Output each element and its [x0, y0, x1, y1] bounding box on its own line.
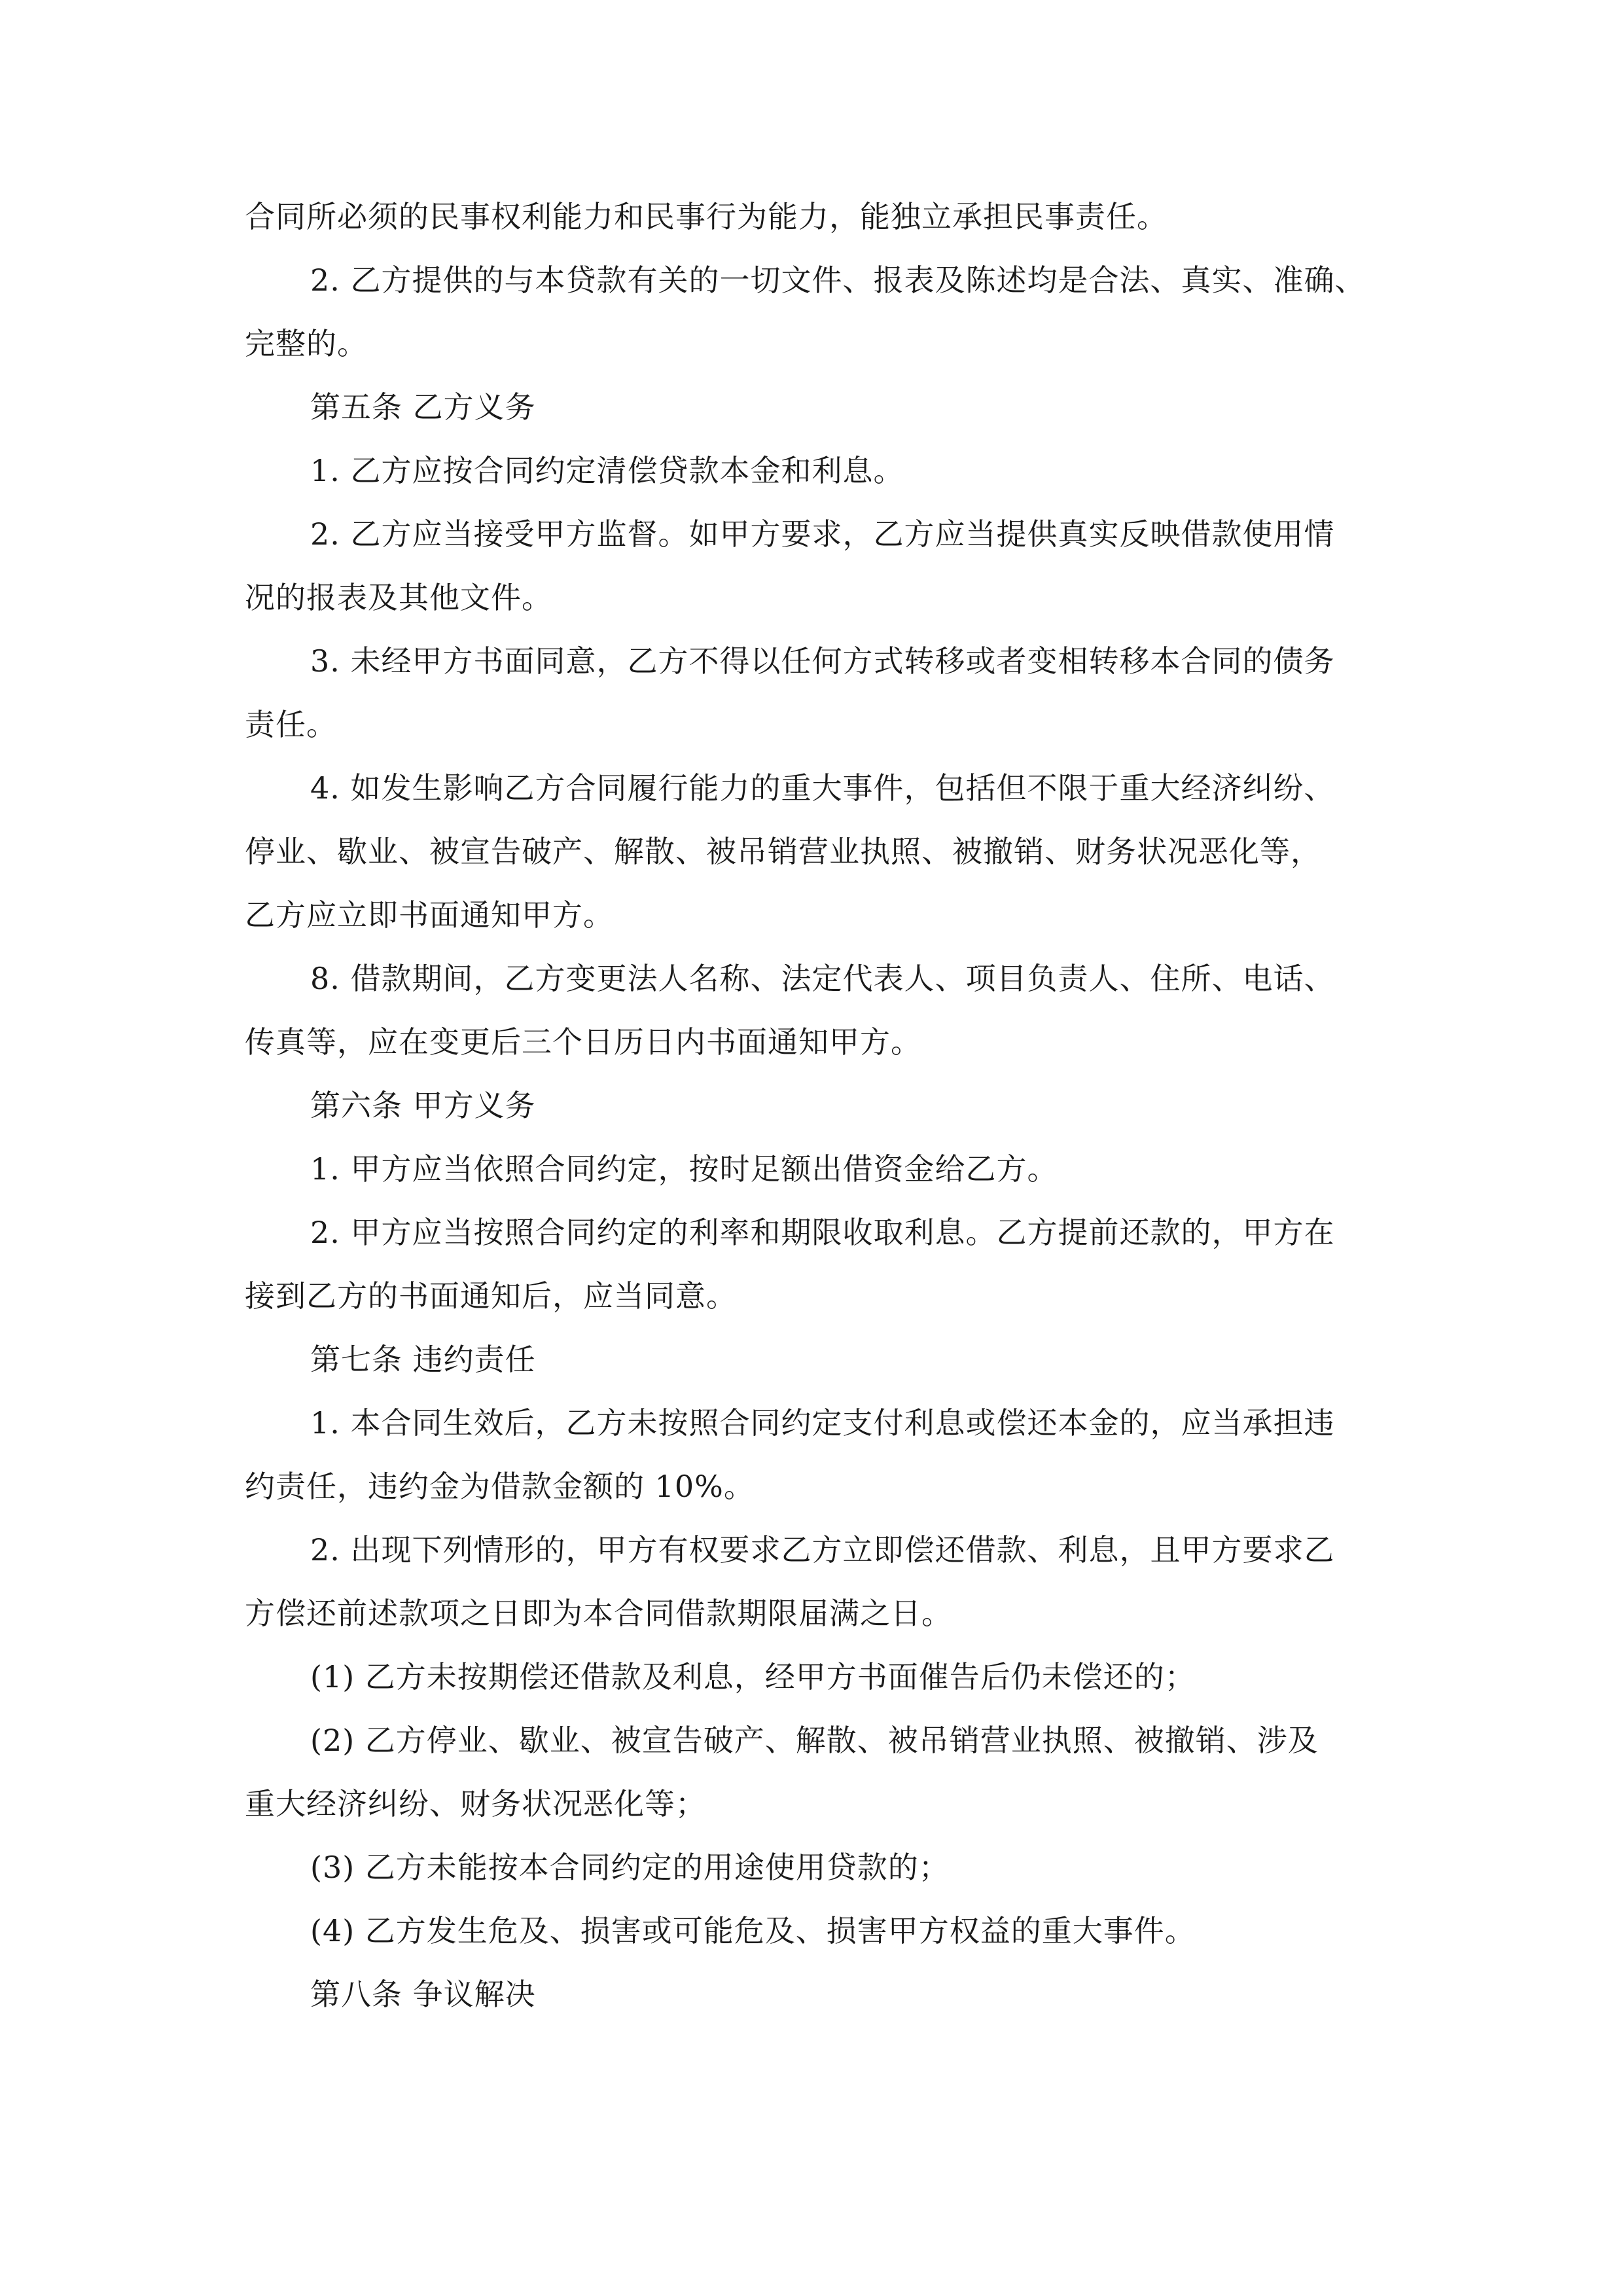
paragraph-line: 1. 乙方应按合同约定清偿贷款本金和利息。 [310, 453, 904, 488]
list-item-line: (1) 乙方未按期偿还借款及利息，经甲方书面催告后仍未偿还的； [310, 1659, 1196, 1695]
paragraph-line: 乙方应立即书面通知甲方。 [245, 897, 614, 933]
paragraph-line: 3. 未经甲方书面同意，乙方不得以任何方式转移或者变相转移本合同的债务 [310, 643, 1335, 679]
paragraph-line: 2. 甲方应当按照合同约定的利率和期限收取利息。乙方提前还款的，甲方在 [310, 1215, 1335, 1250]
paragraph-line: 停业、歇业、被宣告破产、解散、被吊销营业执照、被撤销、财务状况恶化等， [245, 834, 1321, 869]
paragraph-line: 完整的。 [245, 326, 368, 361]
paragraph-line: 2. 出现下列情形的，甲方有权要求乙方立即偿还借款、利息，且甲方要求乙 [310, 1532, 1335, 1568]
article-heading: 第六条 甲方义务 [310, 1088, 536, 1123]
paragraph-line: 况的报表及其他文件。 [245, 580, 552, 615]
paragraph-line: 接到乙方的书面通知后，应当同意。 [245, 1278, 737, 1314]
list-item-line: (4) 乙方发生危及、损害或可能危及、损害甲方权益的重大事件。 [310, 1913, 1196, 1948]
paragraph-line: 合同所必须的民事权利能力和民事行为能力，能独立承担民事责任。 [245, 199, 1168, 234]
list-item-line: 重大经济纠纷、财务状况恶化等； [245, 1786, 706, 1821]
paragraph-line: 约责任，违约金为借款金额的 10%。 [245, 1469, 755, 1504]
paragraph-line: 方偿还前述款项之日即为本合同借款期限届满之日。 [245, 1596, 952, 1631]
article-heading: 第七条 违约责任 [310, 1342, 536, 1377]
paragraph-line: 8. 借款期间，乙方变更法人名称、法定代表人、项目负责人、住所、电话、 [310, 961, 1335, 996]
paragraph-line: 2. 乙方应当接受甲方监督。如甲方要求，乙方应当提供真实反映借款使用情 [310, 516, 1335, 552]
paragraph-line: 责任。 [245, 707, 337, 742]
list-item-line: (3) 乙方未能按本合同约定的用途使用贷款的； [310, 1850, 950, 1885]
paragraph-line: 4. 如发生影响乙方合同履行能力的重大事件，包括但不限于重大经济纠纷、 [310, 770, 1335, 806]
article-heading: 第五条 乙方义务 [310, 389, 536, 425]
paragraph-line: 1. 本合同生效后，乙方未按照合同约定支付利息或偿还本金的，应当承担违 [310, 1405, 1335, 1441]
article-heading: 第八条 争议解决 [310, 1977, 536, 2012]
paragraph-line: 2. 乙方提供的与本贷款有关的一切文件、报表及陈述均是合法、真实、准确、 [310, 262, 1366, 298]
list-item-line: (2) 乙方停业、歇业、被宣告破产、解散、被吊销营业执照、被撤销、涉及 [310, 1723, 1319, 1758]
paragraph-line: 1. 甲方应当依照合同约定，按时足额出借资金给乙方。 [310, 1151, 1058, 1187]
paragraph-line: 传真等，应在变更后三个日历日内书面通知甲方。 [245, 1024, 921, 1060]
